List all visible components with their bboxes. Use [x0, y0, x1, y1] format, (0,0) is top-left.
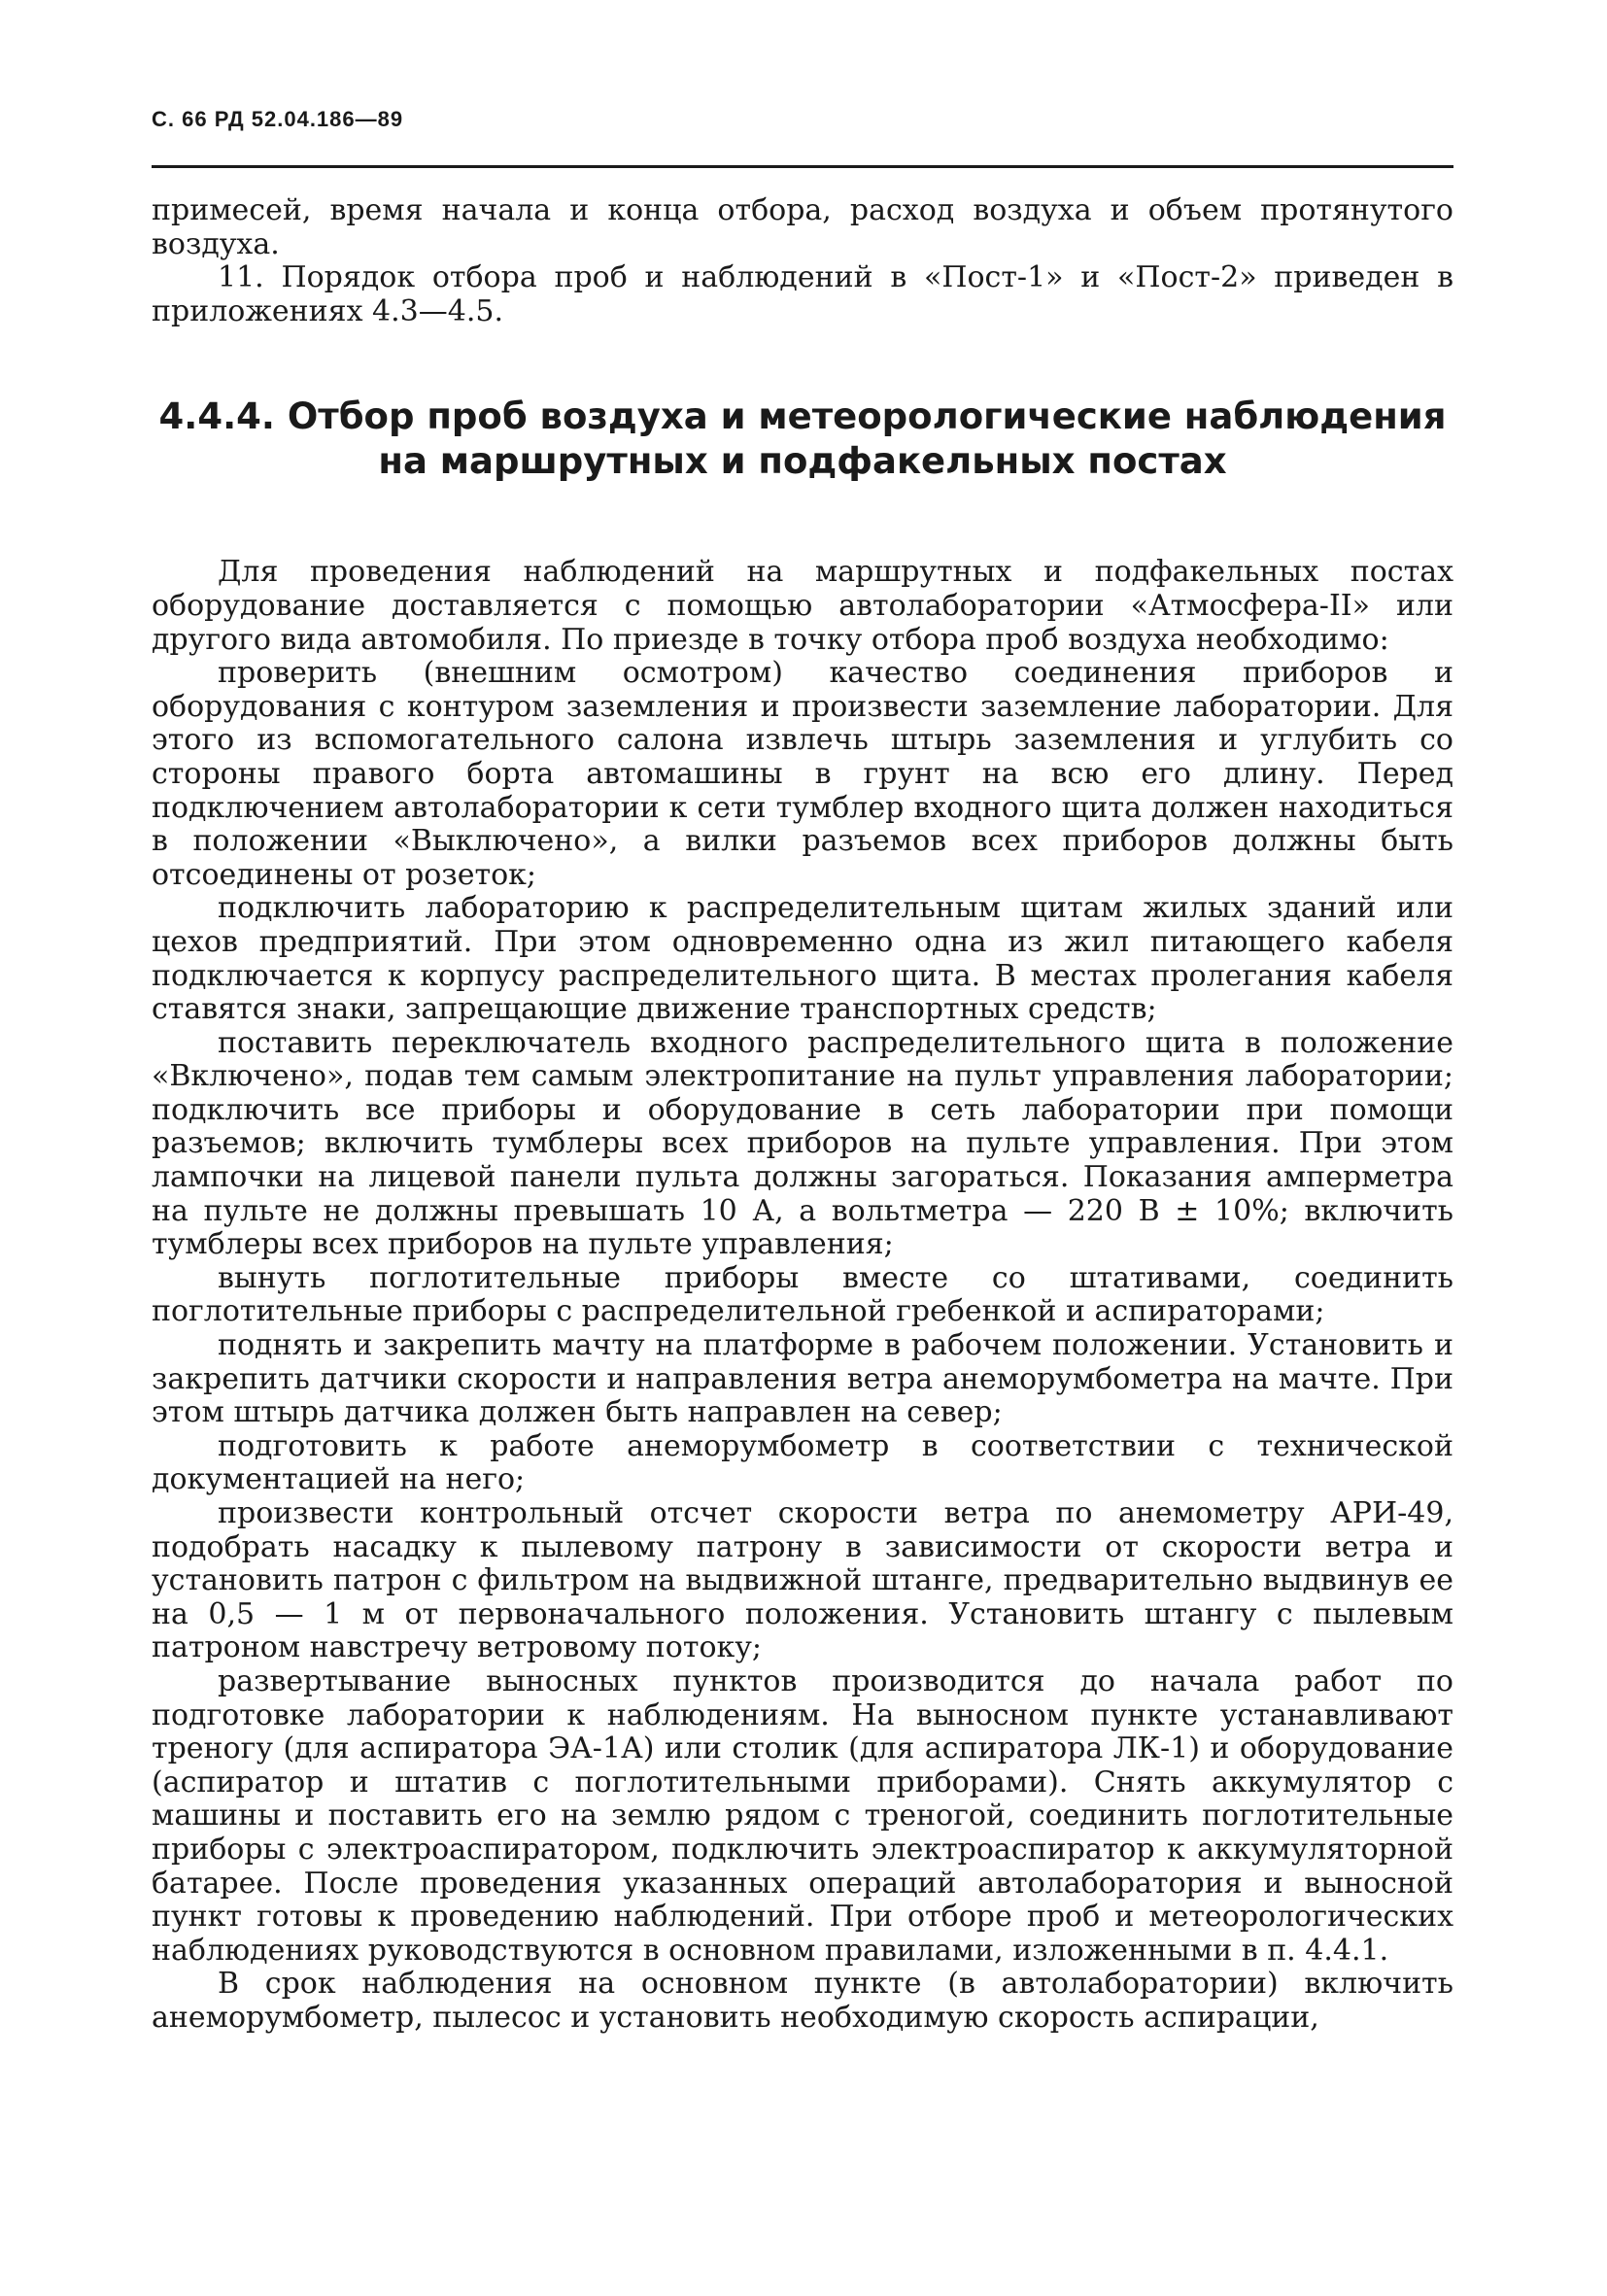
section-heading [152, 394, 1453, 484]
section-title-line1: Отбор проб воздуха и метеорологические наблюдения [287, 395, 1447, 438]
body-paragraph: подготовить к работе анеморумбометр в соответствии с технической документацией на него; [152, 1428, 1453, 1497]
section-title-line2: на маршрутных и подфакельных постах [378, 440, 1227, 483]
body-paragraph: поставить переключатель входного распределительного щита в положение «Включено», подав тем самым электропитание на пульт управления лаборатории; подключить все приборы и оборудование в сеть лаборатории при помощи разъемов; включить тумблеры всех приборов на пульте управления. При этом лампочки на лицевой панели пульта должны загораться. Показания амперметра на пульте не должны превышать 10 А, а вольтметра — 220 В ± 10%; включить тумблеры всех приборов на пульте управления; [152, 1025, 1453, 1262]
body-paragraph: подключить лабораторию к распределительным щитам жилых зданий или цехов предприятий. При этом одновременно одна из жил питающего кабеля подключается к корпусу распределительного щита. В местах пролегания кабеля ставятся знаки, запрещающие движение транспортных средств; [152, 891, 1453, 1027]
body-paragraph: Для проведения наблюдений на маршрутных и подфакельных постах оборудование доставляется с помощью автолаборатории «Атмосфера-II» или другого вида автомобиля. По приезде в точку отбора проб воздуха необходимо: [152, 555, 1453, 657]
header-rule [152, 165, 1453, 168]
page-content [152, 194, 1453, 2036]
body-paragraph: проверить (внешним осмотром) качество соединения приборов и оборудования с контуром заземления и произвести заземление лаборатории. Для этого из вспомогательного салона извлечь штырь заземления и углубить со стороны правого борта автомашины в грунт на всю его длину. Перед подключением автолаборатории к сети тумблер входного щита должен находиться в положении «Выключено», а вилки разъемов всех приборов должны быть отсоединены от розеток; [152, 656, 1453, 892]
body-paragraph: вынуть поглотительные приборы вместе со штативами, соединить поглотительные приборы с распределительной гребенкой и аспираторами; [152, 1260, 1453, 1329]
section-number: 4.4.4. [158, 395, 275, 438]
body-paragraph: В срок наблюдения на основном пункте (в автолаборатории) включить анеморумбометр, пылесос и установить необходимую скорость аспирации, [152, 1967, 1453, 2035]
body-paragraph: поднять и закрепить мачту на платформе в рабочем положении. Установить и закрепить датчики скорости и направления ветра анеморумбометра на мачте. При этом штырь датчика должен быть направлен на север; [152, 1328, 1453, 1430]
intro-paragraph-11: 11. Порядок отбора проб и наблюдений в «Пост-1» и «Пост-2» приведен в приложениях 4.3—4.5. [152, 260, 1453, 328]
intro-paragraph-continued: примесей, время начала и конца отбора, расход воздуха и объем протянутого воздуха. [152, 193, 1453, 261]
body-paragraph: развертывание выносных пунктов производится до начала работ по подготовке лаборатории к наблюдениям. На выносном пункте устанавливают треногу (для аспиратора ЭА-1А) или столик (для аспиратора ЛК-1) и оборудование (аспиратор и штатив с поглотительными приборами). Снять аккумулятор с машины и поставить его на землю рядом с треногой, соединить поглотительные приборы с электроаспиратором, подключить электроаспиратор к аккумуляторной батарее. После проведения указанных операций автолаборатория и выносной пункт готовы к проведению наблюдений. При отборе проб и метеорологических наблюдениях руководствуются в основном правилами, изложенными в п. 4.4.1. [152, 1663, 1453, 1968]
page-header: С. 66 РД 52.04.186—89 [152, 107, 404, 131]
body-paragraph: произвести контрольный отсчет скорости ветра по анемометру АРИ-49, подобрать насадку к пылевому патрону в зависимости от скорости ветра и установить патрон с фильтром на выдвижной штанге, предварительно выдвинув ее на 0,5 — 1 м от первоначального положения. Установить штангу с пылевым патроном навстречу ветровому потоку; [152, 1496, 1453, 1665]
